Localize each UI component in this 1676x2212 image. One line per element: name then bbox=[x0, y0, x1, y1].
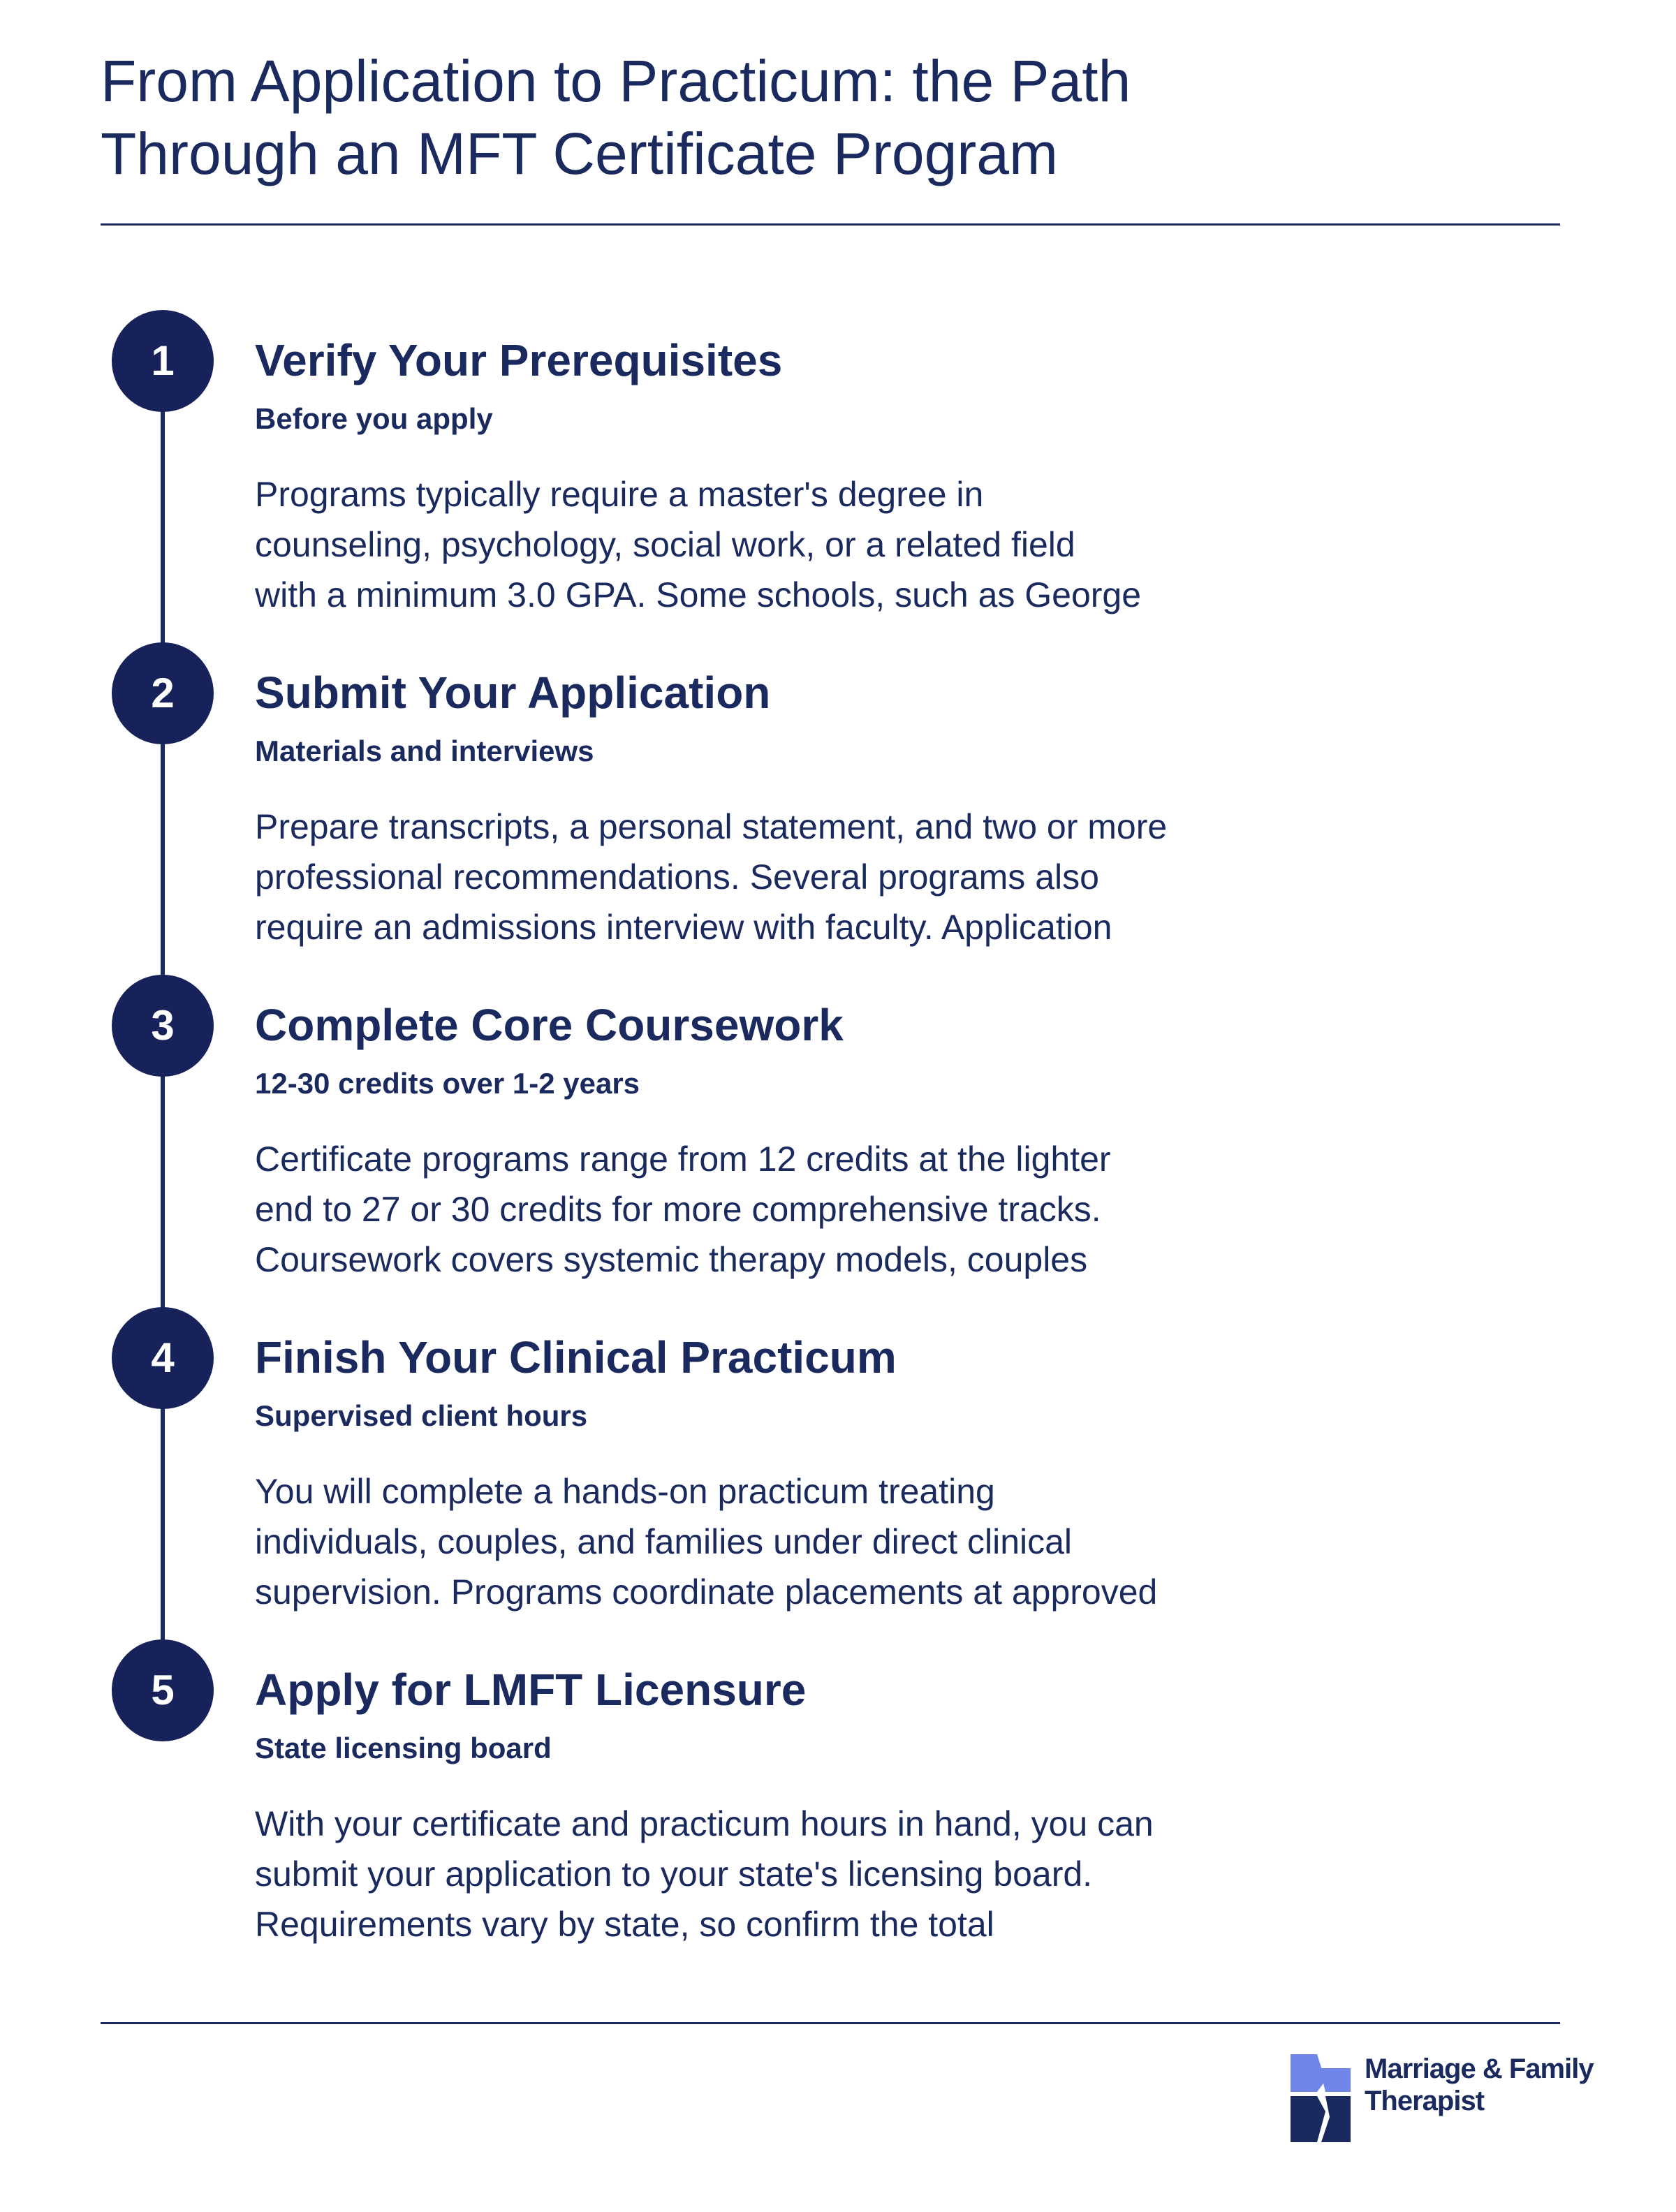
step-description-line: submit your application to your state's licensing board. bbox=[255, 1855, 1093, 1894]
step-description-line: individuals, couples, and families under direct clinical bbox=[255, 1522, 1073, 1561]
brand-logo bbox=[1289, 2053, 1594, 2158]
step-description-line: Prepare transcripts, a personal statement, and two or more bbox=[255, 807, 1168, 846]
top-divider bbox=[101, 223, 1560, 226]
page-title-line-1: From Application to Practicum: the Path bbox=[101, 48, 1131, 114]
step-subtitle: Materials and interviews bbox=[255, 735, 594, 767]
step-number-badge: 2 bbox=[112, 642, 214, 744]
step-subtitle: Supervised client hours bbox=[255, 1399, 588, 1432]
page-title bbox=[101, 45, 1427, 190]
step-description-line: counseling, psychology, social work, or a related field bbox=[255, 525, 1075, 564]
page-title-line-2: Through an MFT Certificate Program bbox=[101, 121, 1058, 186]
step-subtitle: State licensing board bbox=[255, 1732, 552, 1764]
step-description-line: professional recommendations. Several programs also bbox=[255, 857, 1099, 897]
step-subtitle: 12-30 credits over 1-2 years bbox=[255, 1067, 640, 1100]
step-description-line: require an admissions interview with faculty. Application bbox=[255, 908, 1112, 947]
step-number-badge: 3 bbox=[112, 975, 214, 1077]
step-description bbox=[255, 1134, 1344, 1285]
step-title: Finish Your Clinical Practicum bbox=[255, 1332, 897, 1382]
step-description bbox=[255, 802, 1344, 952]
step-number-badge: 1 bbox=[112, 310, 214, 412]
step-description bbox=[255, 1799, 1344, 1949]
logo-wordmark bbox=[1365, 2053, 1594, 2117]
step-subtitle: Before you apply bbox=[255, 402, 493, 435]
step-description-line: You will complete a hands-on practicum treating bbox=[255, 1472, 995, 1511]
step-title: Apply for LMFT Licensure bbox=[255, 1665, 807, 1715]
step-title: Complete Core Coursework bbox=[255, 1000, 844, 1050]
step-description bbox=[255, 469, 1344, 620]
step-description-line: Requirements vary by state, so confirm the total bbox=[255, 1905, 994, 1944]
step-description-line: Coursework covers systemic therapy models, couples bbox=[255, 1240, 1088, 1279]
step-number-badge: 5 bbox=[112, 1639, 214, 1741]
logo-line-2: Therapist bbox=[1365, 2086, 1485, 2116]
step-number-badge: 4 bbox=[112, 1307, 214, 1409]
step-description-line: end to 27 or 30 credits for more comprehensive tracks. bbox=[255, 1190, 1101, 1229]
logo-mark-icon bbox=[1289, 2053, 1353, 2144]
step-description-line: Programs typically require a master's degree in bbox=[255, 475, 984, 514]
step-description bbox=[255, 1466, 1344, 1617]
step-title: Verify Your Prerequisites bbox=[255, 335, 783, 385]
logo-line-1: Marriage & Family bbox=[1365, 2054, 1594, 2084]
step-description-line: With your certificate and practicum hours in hand, you can bbox=[255, 1804, 1154, 1843]
step-title: Submit Your Application bbox=[255, 668, 771, 718]
bottom-divider bbox=[101, 2022, 1560, 2024]
step-description-line: with a minimum 3.0 GPA. Some schools, such as George bbox=[255, 575, 1142, 614]
step-description-line: Certificate programs range from 12 credits at the lighter bbox=[255, 1140, 1111, 1179]
step-description-line: supervision. Programs coordinate placements at approved bbox=[255, 1572, 1158, 1612]
